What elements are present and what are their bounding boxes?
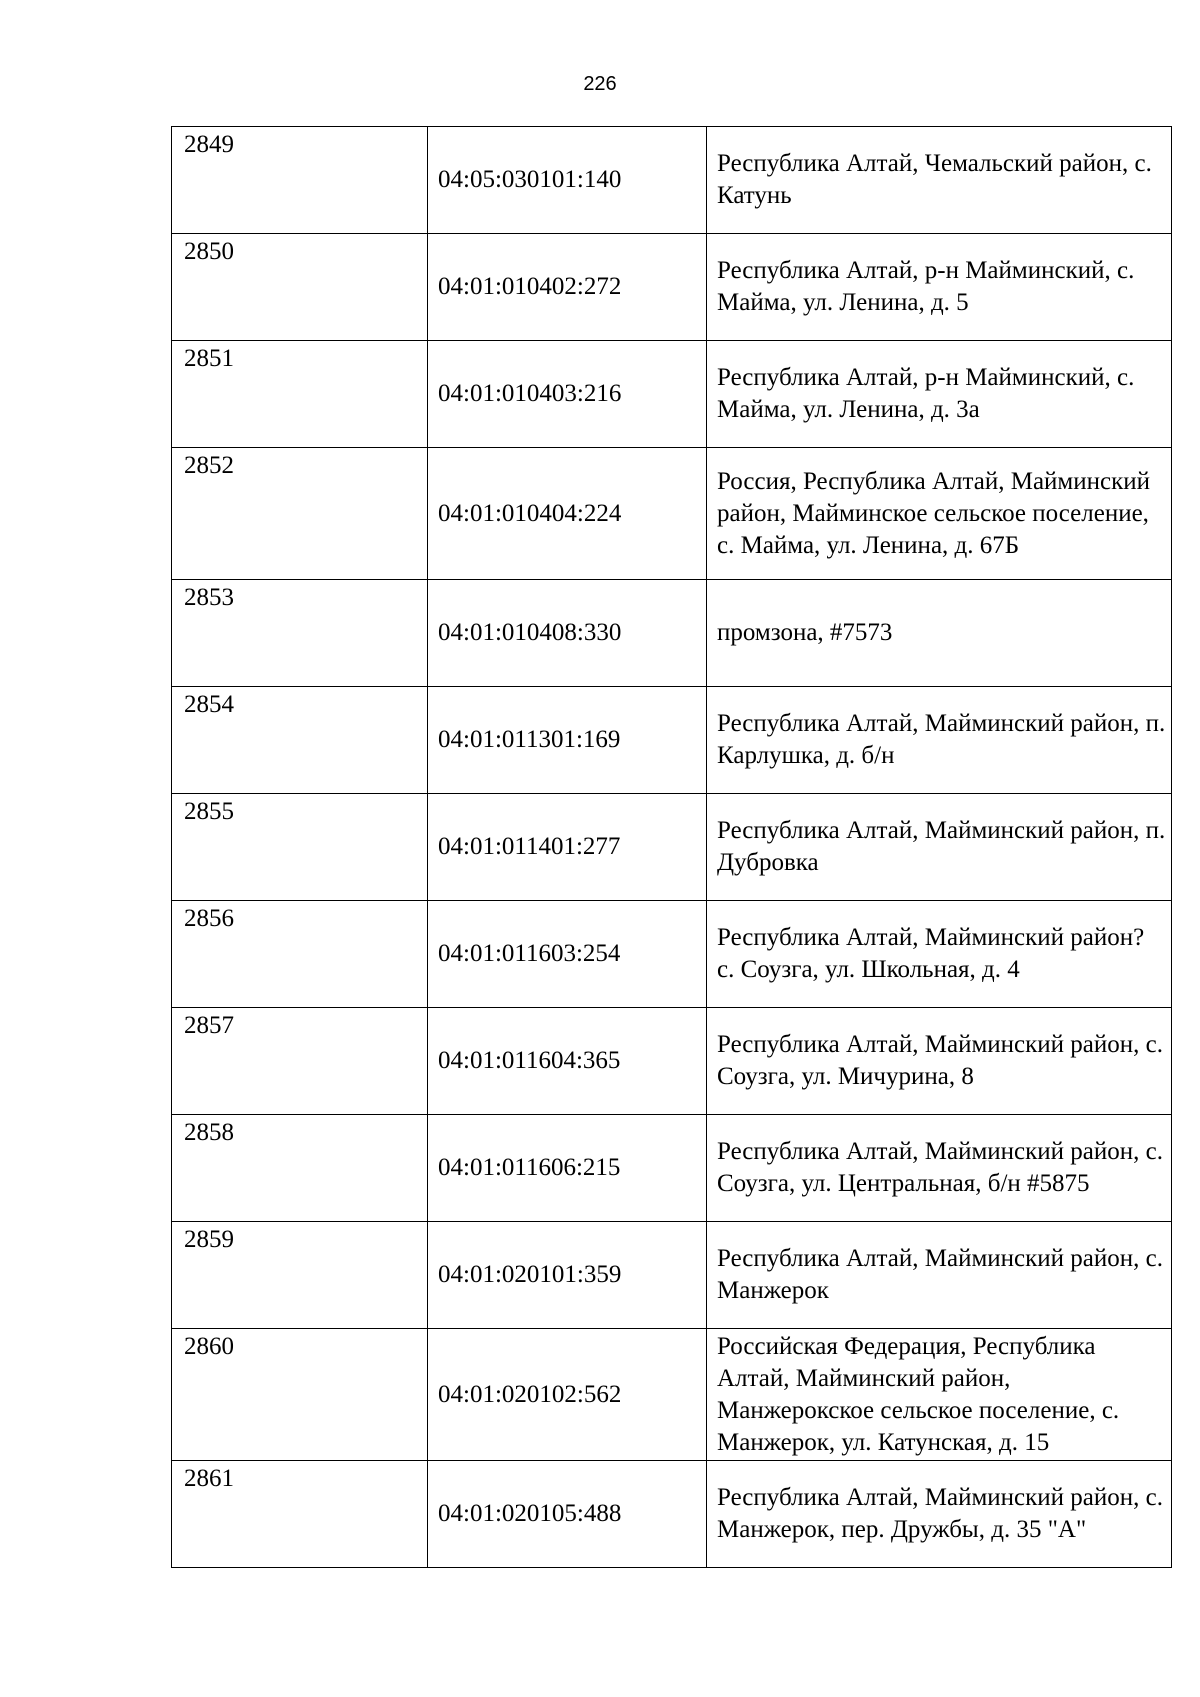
- row-number-cell: 2857: [172, 1008, 428, 1115]
- row-number-cell: 2852: [172, 448, 428, 580]
- address-cell: Республика Алтай, Майминский район, с. Соузга, ул. Центральная, б/н #5875: [707, 1115, 1172, 1222]
- table-row: [172, 448, 1172, 580]
- cadastral-number-cell: 04:01:010404:224: [428, 448, 707, 580]
- table-row: [172, 1222, 1172, 1329]
- address-cell: Республика Алтай, Майминский район, с. Манжерок, пер. Дружбы, д. 35 "А": [707, 1461, 1172, 1568]
- cadastral-number-cell: 04:01:020101:359: [428, 1222, 707, 1329]
- row-number-cell: 2855: [172, 794, 428, 901]
- row-number-cell: 2851: [172, 341, 428, 448]
- page-number: 226: [583, 73, 617, 95]
- address-cell: Республика Алтай, Майминский район? с. Соузга, ул. Школьная, д. 4: [707, 901, 1172, 1008]
- table-row: [172, 1329, 1172, 1461]
- table-row: [172, 901, 1172, 1008]
- address-cell: Республика Алтай, р-н Майминский, с. Майма, ул. Ленина, д. 3а: [707, 341, 1172, 448]
- address-cell: Россия, Республика Алтай, Майминский район, Майминское сельское поселение, с. Майма, ул. Ленина, д. 67Б: [707, 448, 1172, 580]
- cadastral-number-cell: 04:01:011401:277: [428, 794, 707, 901]
- table-row: [172, 1461, 1172, 1568]
- cadastral-number-cell: 04:05:030101:140: [428, 127, 707, 234]
- row-number-cell: 2853: [172, 580, 428, 687]
- cadastral-number-cell: 04:01:011603:254: [428, 901, 707, 1008]
- table-row: [172, 1115, 1172, 1222]
- table-row: [172, 127, 1172, 234]
- row-number-cell: 2861: [172, 1461, 428, 1568]
- address-cell: Республика Алтай, Майминский район, с. Манжерок: [707, 1222, 1172, 1329]
- cadastral-number-cell: 04:01:010402:272: [428, 234, 707, 341]
- address-cell: промзона, #7573: [707, 580, 1172, 687]
- row-number-cell: 2856: [172, 901, 428, 1008]
- table-body: [172, 127, 1172, 1568]
- table-row: [172, 794, 1172, 901]
- cadastral-number-cell: 04:01:010403:216: [428, 341, 707, 448]
- row-number-cell: 2854: [172, 687, 428, 794]
- table-row: [172, 687, 1172, 794]
- cadastral-number-cell: 04:01:020105:488: [428, 1461, 707, 1568]
- row-number-cell: 2858: [172, 1115, 428, 1222]
- address-cell: Республика Алтай, Майминский район, п. Дубровка: [707, 794, 1172, 901]
- row-number-cell: 2850: [172, 234, 428, 341]
- table-row: [172, 1008, 1172, 1115]
- address-cell: Республика Алтай, Майминский район, с. Соузга, ул. Мичурина, 8: [707, 1008, 1172, 1115]
- cadastral-number-cell: 04:01:011301:169: [428, 687, 707, 794]
- address-cell: Республика Алтай, Майминский район, п. Карлушка, д. б/н: [707, 687, 1172, 794]
- address-cell: Российская Федерация, Республика Алтай, Майминский район, Манжерокское сельское поселение, с. Манжерок, ул. Катунская, д. 15: [707, 1329, 1172, 1461]
- registry-table: [171, 126, 1172, 1568]
- row-number-cell: 2860: [172, 1329, 428, 1461]
- row-number-cell: 2859: [172, 1222, 428, 1329]
- cadastral-number-cell: 04:01:011606:215: [428, 1115, 707, 1222]
- address-cell: Республика Алтай, Чемальский район, с. Катунь: [707, 127, 1172, 234]
- cadastral-number-cell: 04:01:010408:330: [428, 580, 707, 687]
- table-row: [172, 341, 1172, 448]
- table-row: [172, 234, 1172, 341]
- row-number-cell: 2849: [172, 127, 428, 234]
- cadastral-number-cell: 04:01:011604:365: [428, 1008, 707, 1115]
- table-row: [172, 580, 1172, 687]
- cadastral-number-cell: 04:01:020102:562: [428, 1329, 707, 1461]
- address-cell: Республика Алтай, р-н Майминский, с. Майма, ул. Ленина, д. 5: [707, 234, 1172, 341]
